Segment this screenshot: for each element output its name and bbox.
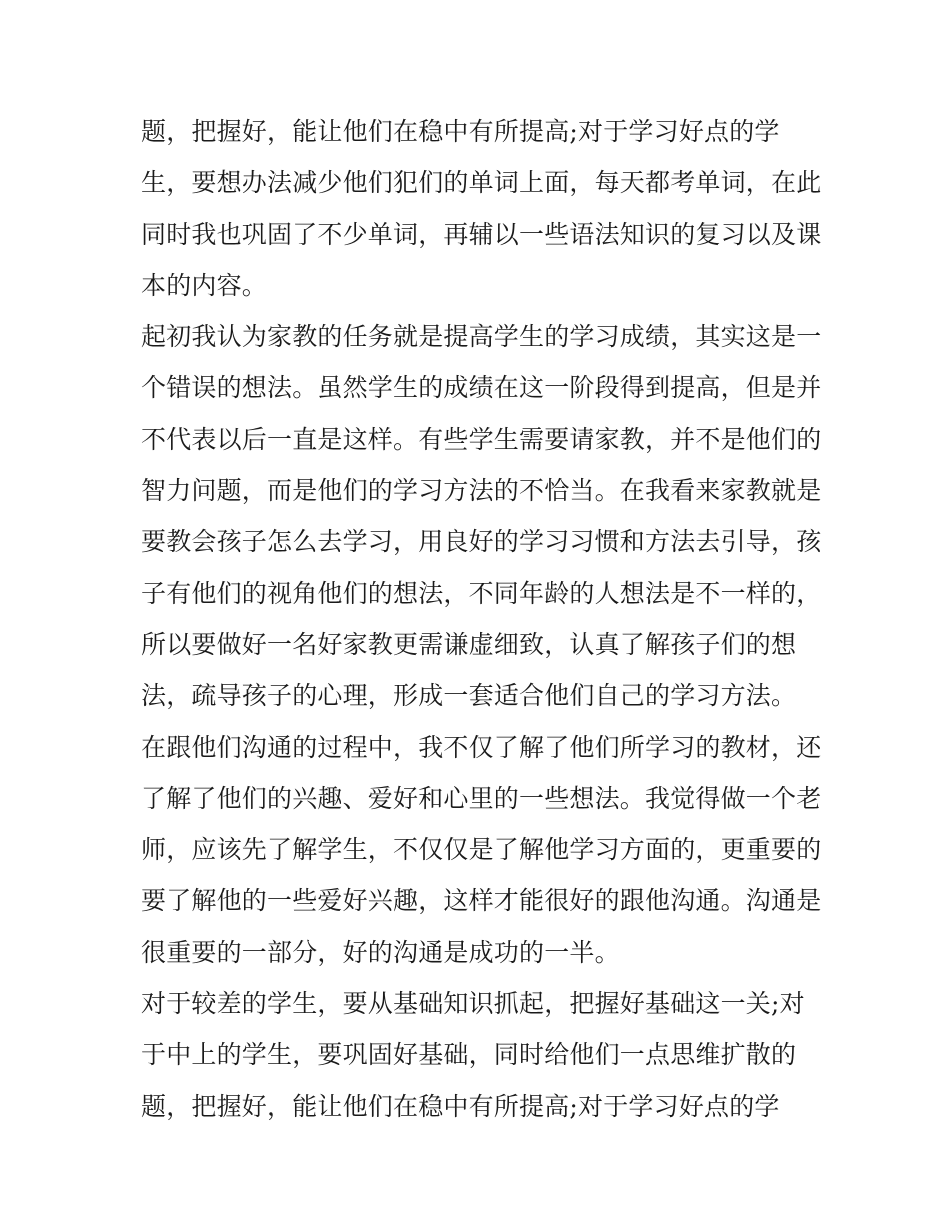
text-line: 子有他们的视角他们的想法，不同年龄的人想法是不一样的，	[141, 578, 821, 608]
text-line: 对于较差的学生，要从基础知识抓起，把握好基础这一关;对	[141, 989, 805, 1019]
text-line: 于中上的学生，要巩固好基础，同时给他们一点思维扩散的	[141, 1040, 797, 1070]
text-line: 本的内容。	[141, 270, 268, 300]
text-line: 不代表以后一直是这样。有些学生需要请家教，并不是他们的	[141, 424, 821, 454]
text-line: 所以要做好一名好家教更需谦虚细致，认真了解孩子们的想	[141, 629, 797, 659]
text-line: 法，疏导孩子的心理，形成一套适合他们自己的学习方法。	[141, 681, 797, 711]
text-line: 同时我也巩固了不少单词，再辅以一些语法知识的复习以及课	[141, 219, 821, 249]
text-line: 起初我认为家教的任务就是提高学生的学习成绩，其实这是一	[141, 322, 821, 352]
text-line: 很重要的一部分，好的沟通是成功的一半。	[141, 937, 620, 967]
text-line: 在跟他们沟通的过程中，我不仅了解了他们所学习的教材，还	[141, 732, 821, 762]
text-line: 要教会孩子怎么去学习，用良好的学习习惯和方法去引导，孩	[141, 527, 821, 557]
text-line: 生，要想办法减少他们犯们的单词上面，每天都考单词，在此	[141, 168, 821, 198]
text-line: 智力问题，而是他们的学习方法的不恰当。在我看来家教就是	[141, 476, 821, 506]
text-line: 题，把握好，能让他们在稳中有所提高;对于学习好点的学	[141, 1091, 780, 1121]
text-line: 要了解他的一些爱好兴趣，这样才能很好的跟他沟通。沟通是	[141, 886, 821, 916]
text-line: 题，把握好，能让他们在稳中有所提高;对于学习好点的学	[141, 117, 780, 146]
text-line: 师，应该先了解学生，不仅仅是了解他学习方面的，更重要的	[141, 835, 821, 865]
text-line: 个错误的想法。虽然学生的成绩在这一阶段得到提高，但是并	[141, 373, 821, 403]
text-line: 了解了他们的兴趣、爱好和心里的一些想法。我觉得做一个老	[141, 783, 821, 813]
body-text	[141, 106, 821, 1132]
